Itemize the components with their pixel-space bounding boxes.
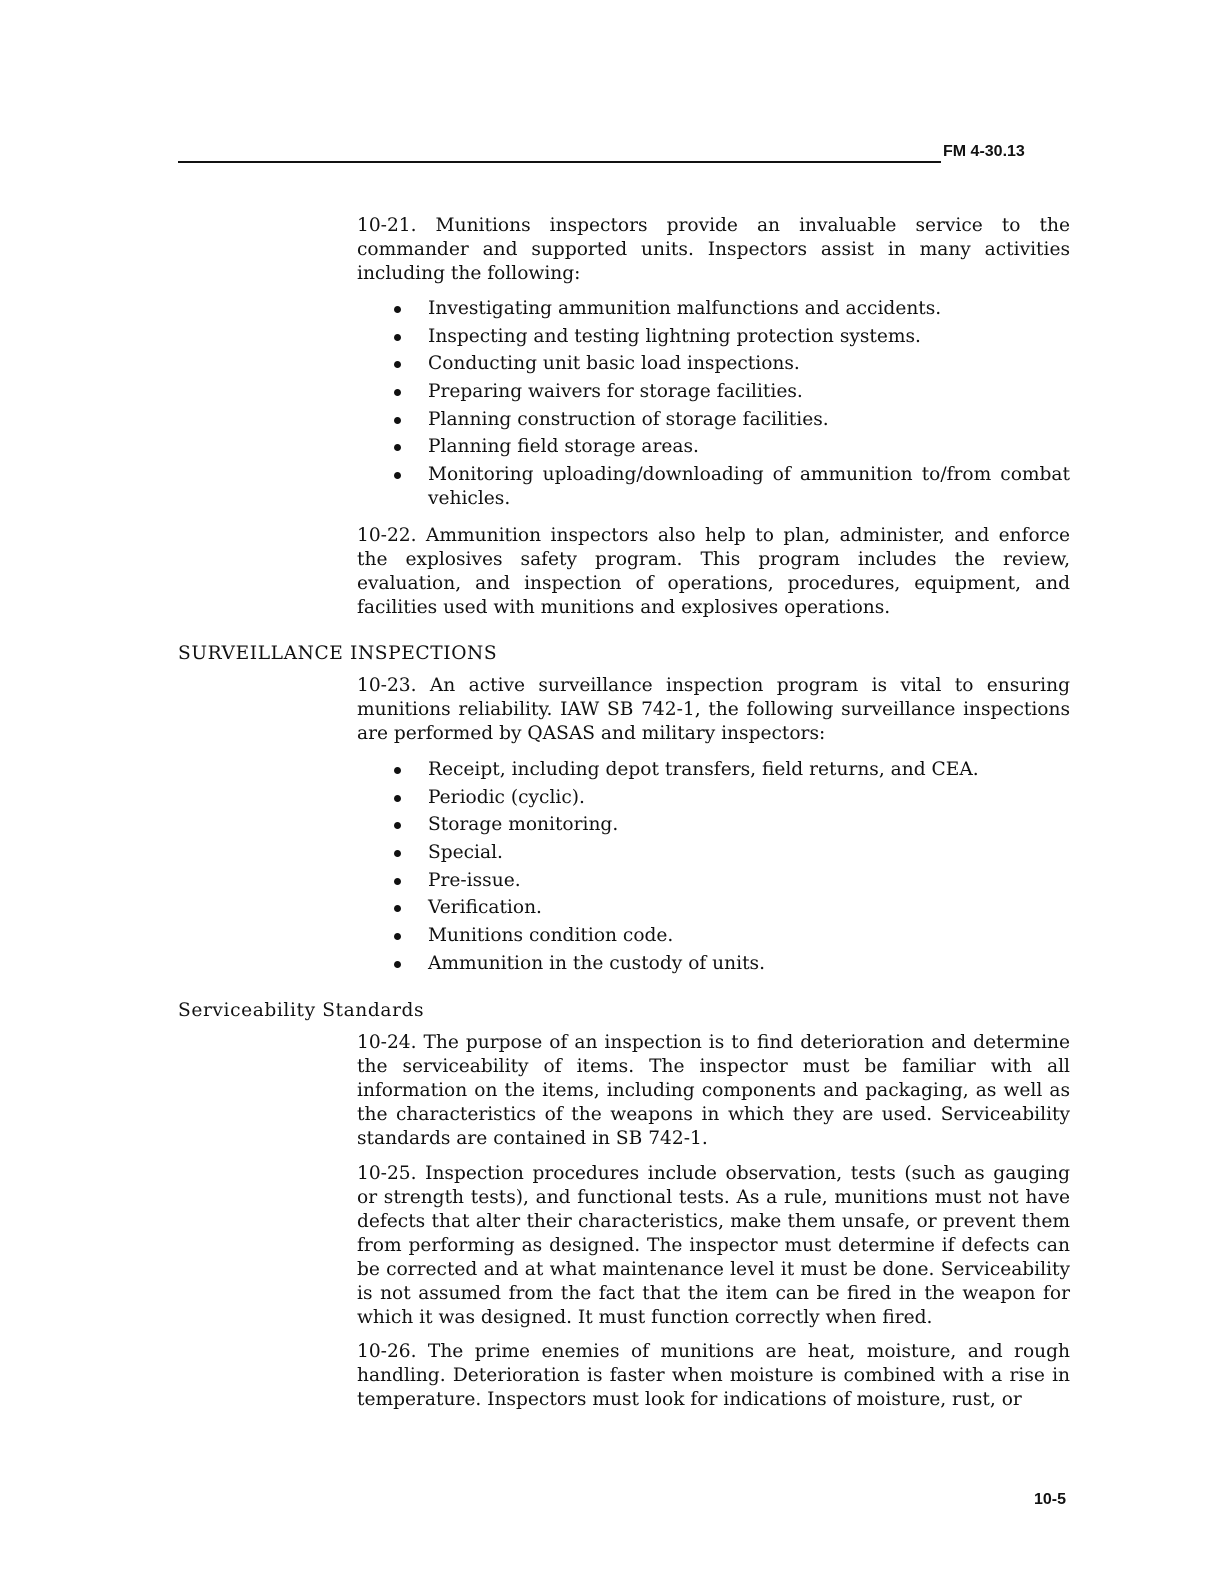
bullet-icon bbox=[394, 417, 401, 424]
list-item: Periodic (cyclic). bbox=[357, 786, 1070, 810]
list-item: Conducting unit basic load inspections. bbox=[357, 352, 1070, 376]
paragraph-10-26: 10-26. The prime enemies of munitions are heat, moisture, and rough handling. Deterioration is faster when moisture is combined with a rise in temperature. Inspectors must look for indications of moisture, rust, or bbox=[357, 1341, 1070, 1410]
bullet-icon bbox=[394, 905, 401, 912]
header-rule bbox=[178, 161, 941, 163]
list-item: Investigating ammunition malfunctions and accidents. bbox=[357, 297, 1070, 321]
bullet-icon bbox=[394, 444, 401, 451]
bullet-icon bbox=[394, 472, 401, 479]
bullet-icon bbox=[394, 334, 401, 341]
bullet-icon bbox=[394, 795, 401, 802]
list-item: Preparing waivers for storage facilities. bbox=[357, 380, 1070, 404]
bullet-icon bbox=[394, 306, 401, 313]
section-heading-surveillance: SURVEILLANCE INSPECTIONS bbox=[178, 643, 498, 664]
bullet-icon bbox=[394, 878, 401, 885]
list-item: Special. bbox=[357, 841, 1070, 865]
bullet-icon bbox=[394, 767, 401, 774]
inspections-list bbox=[357, 758, 1070, 980]
document-id: FM 4-30.13 bbox=[943, 143, 1025, 160]
list-item: Inspecting and testing lightning protection systems. bbox=[357, 325, 1070, 349]
list-item: Ammunition in the custody of units. bbox=[357, 952, 1070, 976]
list-item: Monitoring uploading/downloading of ammunition to/from combat vehicles. bbox=[357, 463, 1070, 511]
page-number: 10-5 bbox=[1034, 1491, 1067, 1508]
paragraph-10-21: 10-21. Munitions inspectors provide an invaluable service to the commander and supported units. Inspectors assist in many activities including the following: bbox=[357, 215, 1070, 284]
paragraph-10-25: 10-25. Inspection procedures include observation, tests (such as gauging or strength tests), and functional tests. As a rule, munitions must not have defects that alter their characteristics, make them unsafe, or prevent them from performing as designed. The inspector must determine if defects can be corrected and at what maintenance level it must be done. Serviceability is not assumed from the fact that the item can be fired in the weapon for which it was designed. It must function correctly when fired. bbox=[357, 1163, 1070, 1328]
list-item: Storage monitoring. bbox=[357, 813, 1070, 837]
bullet-icon bbox=[394, 933, 401, 940]
paragraph-10-23: 10-23. An active surveillance inspection program is vital to ensuring munitions reliability. IAW SB 742-1, the following surveillance inspections are performed by QASAS and military inspectors: bbox=[357, 675, 1070, 744]
paragraph-10-22: 10-22. Ammunition inspectors also help to plan, administer, and enforce the explosives safety program. This program includes the review, evaluation, and inspection of operations, procedures, equipment, and facilities used with munitions and explosives operations. bbox=[357, 525, 1070, 618]
paragraph-10-24: 10-24. The purpose of an inspection is to find deterioration and determine the serviceability of items. The inspector must be familiar with all information on the items, including components and packaging, as well as the characteristics of the weapons in which they are used. Serviceability standards are contained in SB 742-1. bbox=[357, 1032, 1070, 1149]
list-item: Planning field storage areas. bbox=[357, 435, 1070, 459]
list-item: Verification. bbox=[357, 896, 1070, 920]
list-item: Pre-issue. bbox=[357, 869, 1070, 893]
activities-list bbox=[357, 297, 1070, 515]
bullet-icon bbox=[394, 822, 401, 829]
bullet-icon bbox=[394, 389, 401, 396]
list-item: Munitions condition code. bbox=[357, 924, 1070, 948]
bullet-icon bbox=[394, 961, 401, 968]
subsection-heading-serviceability: Serviceability Standards bbox=[178, 1000, 425, 1021]
bullet-icon bbox=[394, 361, 401, 368]
bullet-icon bbox=[394, 850, 401, 857]
list-item: Planning construction of storage facilities. bbox=[357, 408, 1070, 432]
list-item: Receipt, including depot transfers, field returns, and CEA. bbox=[357, 758, 1070, 782]
